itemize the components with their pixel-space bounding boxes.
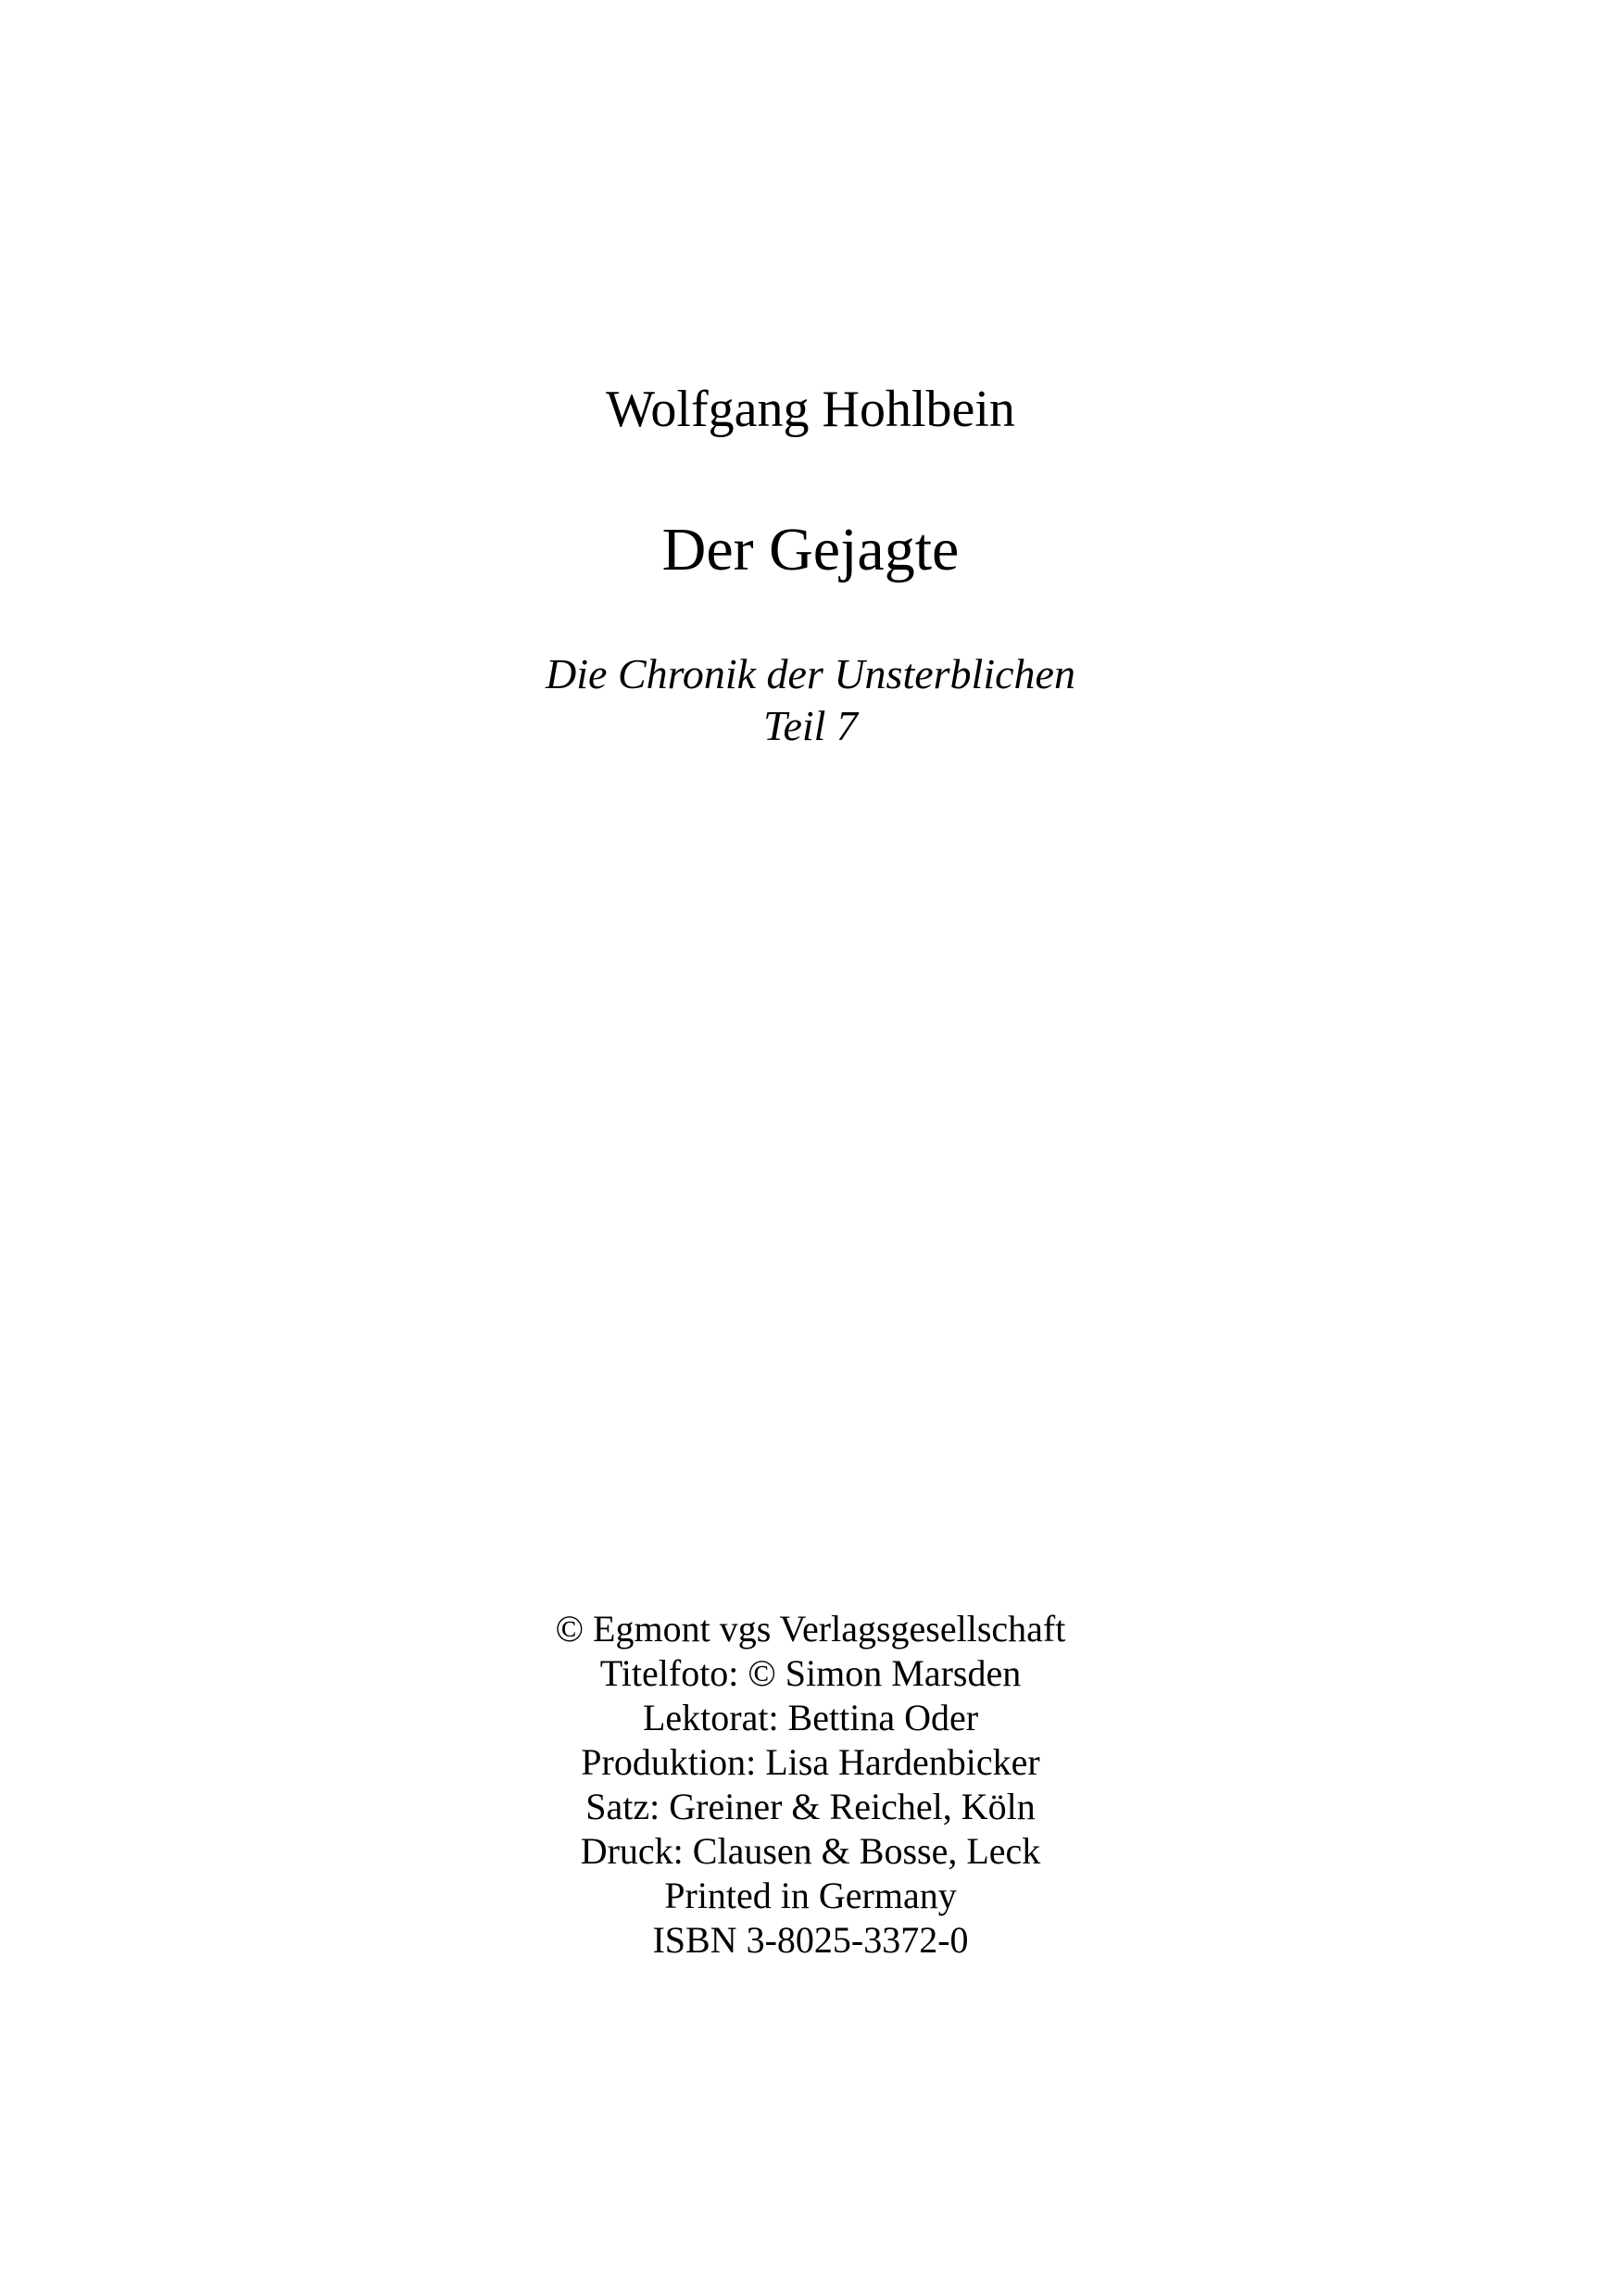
imprint-line-printing: Druck: Clausen & Bosse, Leck <box>580 1830 1041 1872</box>
series-name: Die Chronik der Unsterblichen <box>546 650 1075 697</box>
imprint-line-printed-in: Printed in Germany <box>664 1875 957 1916</box>
book-title: Der Gejagte <box>661 516 960 583</box>
imprint-line-isbn: ISBN 3-8025-3372-0 <box>652 1919 969 1961</box>
imprint-line-copyright: © Egmont vgs Verlagsgesellschaft <box>555 1608 1066 1650</box>
series-part: Teil 7 <box>763 702 858 749</box>
imprint-line-cover-photo: Titelfoto: © Simon Marsden <box>599 1652 1022 1694</box>
imprint-block <box>0 1607 1621 1963</box>
imprint-line-production: Produktion: Lisa Hardenbicker <box>581 1741 1040 1783</box>
imprint-line-editor: Lektorat: Bettina Oder <box>642 1697 979 1738</box>
series-info <box>0 648 1621 752</box>
author-name: Wolfgang Hohlbein <box>606 381 1015 438</box>
imprint-line-typesetting: Satz: Greiner & Reichel, Köln <box>585 1786 1036 1827</box>
